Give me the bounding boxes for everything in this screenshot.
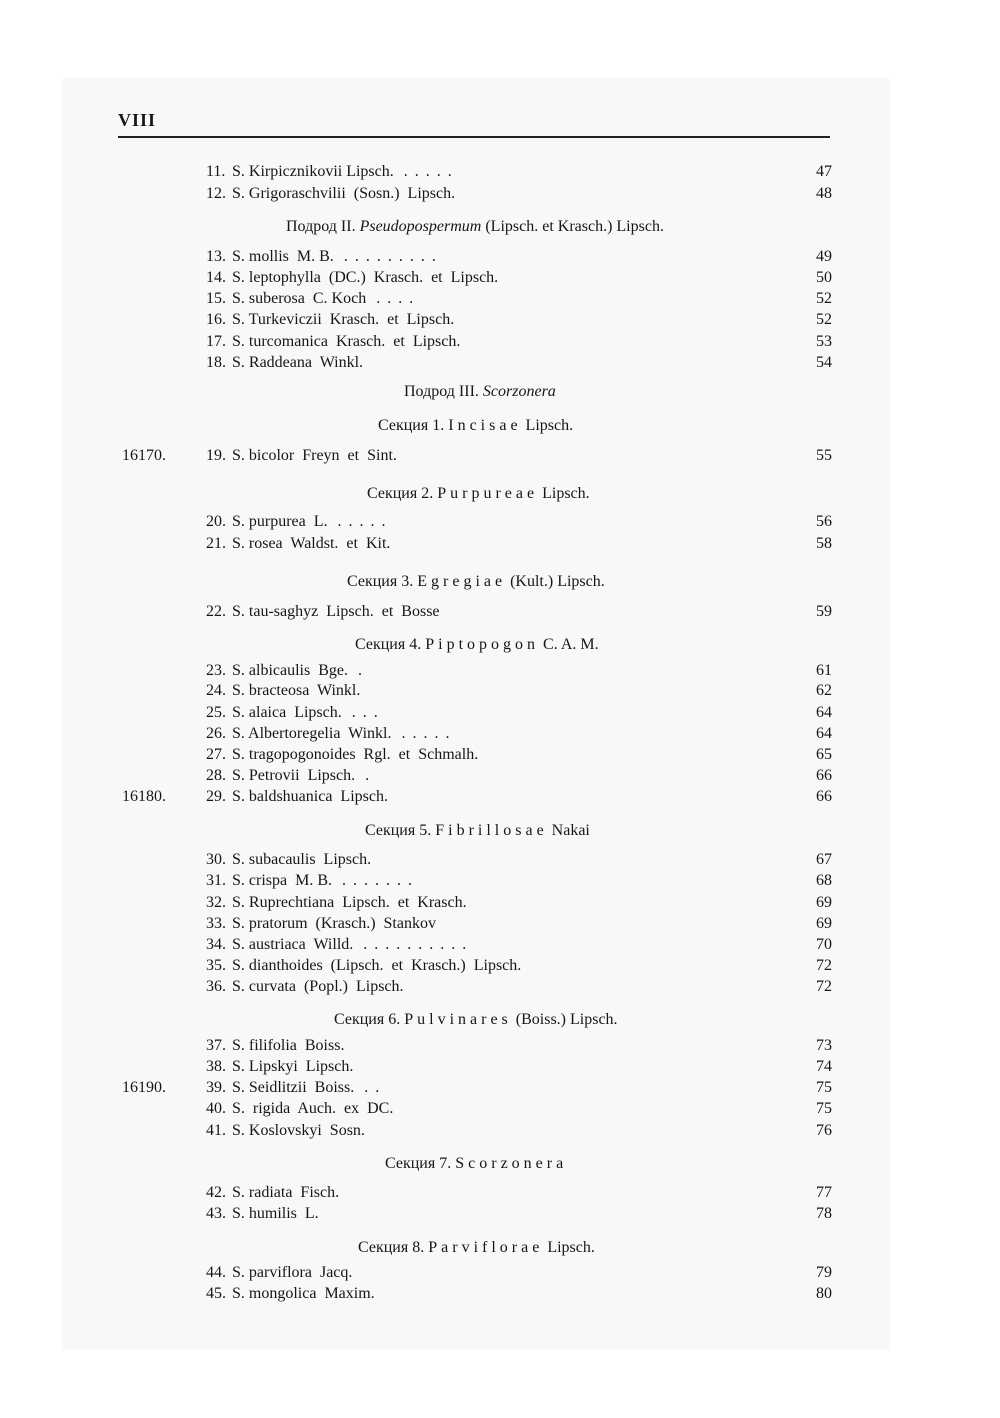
page-reference: 62 (816, 682, 832, 699)
leader-dots: ......... (343, 248, 443, 265)
page-reference: 53 (816, 333, 832, 350)
species-name: S. pratorum (Krasch.) Stankov (232, 915, 436, 932)
entry-number: 15. (206, 290, 226, 307)
entry-number: 28. (206, 767, 226, 784)
page-reference: 80 (816, 1285, 832, 1302)
heading-line (334, 1008, 618, 1032)
leader-dots: ..... (401, 725, 457, 742)
reference-number: 16180. (122, 788, 166, 805)
heading-authority: Nakai (547, 822, 590, 839)
page-reference: 49 (816, 248, 832, 265)
species-name: S. tragopogonoides Rgl. et Schmalh. (232, 746, 479, 763)
species-name: S. Raddeana Winkl. (232, 354, 364, 371)
species-name: S. turcomanica Krasch. et Lipsch. (232, 333, 461, 350)
leader-dots: ....... (342, 872, 419, 889)
page-reference: 47 (816, 163, 832, 180)
species-name: S. curvata (Popl.) Lipsch. (232, 978, 404, 995)
page-reference: 72 (816, 978, 832, 995)
species-name: S. leptophylla (DC.) Krasch. et Lipsch. (232, 269, 499, 286)
entry-number: 45. (206, 1285, 226, 1302)
taxon-name: Incisae (448, 417, 522, 434)
entry-number: 40. (206, 1100, 226, 1117)
species-name: S. Albertoregelia Winkl. (232, 725, 392, 742)
section-heading (0, 819, 1000, 843)
species-name: S. purpurea L. (232, 513, 328, 530)
heading-line (367, 482, 590, 506)
heading-prefix: Подрод II. (286, 218, 360, 235)
leader-dots: .. (364, 1079, 387, 1096)
entry-number: 11. (206, 163, 226, 180)
heading-prefix: Секция 6. (334, 1011, 405, 1028)
entry-number: 12. (206, 185, 226, 202)
entry-number: 35. (206, 957, 226, 974)
toc-entry (0, 892, 1000, 914)
page-reference: 48 (816, 185, 832, 202)
toc-entry (0, 288, 1000, 310)
toc-entry (0, 445, 1000, 467)
entry-number: 33. (206, 915, 226, 932)
entry-number: 38. (206, 1058, 226, 1075)
species-name: S. subacaulis Lipsch. (232, 851, 372, 868)
toc-entry (0, 161, 1000, 183)
page-reference: 64 (816, 725, 832, 742)
toc-entry (0, 913, 1000, 935)
page-number: VIII (118, 110, 157, 130)
page-reference: 52 (816, 311, 832, 328)
section-heading (0, 1152, 1000, 1176)
entry-number: 25. (206, 704, 226, 721)
toc-entry (0, 786, 1000, 808)
toc-entry (0, 601, 1000, 623)
page-reference: 58 (816, 535, 832, 552)
entry-number: 31. (206, 872, 226, 889)
section-heading (0, 380, 1000, 404)
entry-number: 16. (206, 311, 226, 328)
entry-number: 21. (206, 535, 226, 552)
species-name: S. suberosa C. Koch (232, 290, 367, 307)
page-reference: 66 (816, 788, 832, 805)
entry-number: 22. (206, 603, 226, 620)
section-heading (0, 633, 1000, 657)
entry-number: 30. (206, 851, 226, 868)
heading-prefix: Подрод III. (404, 383, 483, 400)
section-heading (0, 570, 1000, 594)
page-reference: 69 (816, 915, 832, 932)
toc-entry (0, 267, 1000, 289)
toc-entry (0, 1077, 1000, 1099)
entry-number: 34. (206, 936, 226, 953)
heading-prefix: Секция 2. (367, 485, 438, 502)
toc-entry (0, 511, 1000, 533)
species-name: S. Kirpicznikovii Lipsch. (232, 163, 394, 180)
entry-number: 17. (206, 333, 226, 350)
taxon-name: Piptopogon (425, 636, 540, 653)
heading-authority: Lipsch. (538, 485, 590, 502)
heading-line (385, 1152, 567, 1176)
species-name: S. austriaca Willd. (232, 936, 354, 953)
entry-number: 26. (206, 725, 226, 742)
toc-entry (0, 870, 1000, 892)
entry-number: 39. (206, 1079, 226, 1096)
species-name: S. Seidlitzii Boiss. (232, 1079, 355, 1096)
species-name: S. baldshuanica Lipsch. (232, 788, 388, 805)
toc-entry (0, 680, 1000, 702)
species-name: S. radiata Fisch. (232, 1184, 340, 1201)
entry-number: 13. (206, 248, 226, 265)
heading-line (355, 633, 599, 657)
page-reference: 72 (816, 957, 832, 974)
leader-dots: . (357, 662, 369, 679)
heading-line (347, 570, 605, 594)
section-heading (0, 215, 1000, 239)
toc-entry (0, 765, 1000, 787)
entry-number: 23. (206, 662, 226, 679)
species-name: S. Turkeviczii Krasch. et Lipsch. (232, 311, 455, 328)
species-name: S. dianthoides (Lipsch. et Krasch.) Lipsch. (232, 957, 522, 974)
toc-entry (0, 660, 1000, 682)
entry-number: 43. (206, 1205, 226, 1222)
heading-line (378, 414, 573, 438)
page-reference: 50 (816, 269, 832, 286)
heading-line (365, 819, 590, 843)
entry-number: 14. (206, 269, 226, 286)
toc-entry (0, 702, 1000, 724)
species-name: S. albicaulis Bge. (232, 662, 348, 679)
toc-entry (0, 1283, 1000, 1305)
taxon-name: Parviflorae (428, 1239, 544, 1256)
reference-number: 16170. (122, 447, 166, 464)
page-reference: 74 (816, 1058, 832, 1075)
entry-number: 41. (206, 1122, 226, 1139)
taxon-name: Fibrillosae (435, 822, 548, 839)
toc-entry (0, 976, 1000, 998)
toc-entry (0, 309, 1000, 331)
taxon-name: Scorzonera (482, 383, 556, 400)
heading-authority: Lipsch. (543, 1239, 595, 1256)
species-name: S. bracteosa Winkl. (232, 682, 361, 699)
toc-entry (0, 331, 1000, 353)
heading-authority: (Boiss.) Lipsch. (511, 1011, 618, 1028)
species-name: S. mollis M. B. (232, 248, 334, 265)
species-name: S. Lipskyi Lipsch. (232, 1058, 354, 1075)
toc-entry (0, 934, 1000, 956)
toc-entry (0, 352, 1000, 374)
entry-number: 42. (206, 1184, 226, 1201)
heading-prefix: Секция 4. (355, 636, 426, 653)
species-name: S. Petrovii Lipsch. (232, 767, 356, 784)
section-heading (0, 482, 1000, 506)
page-reference: 55 (816, 447, 832, 464)
species-name: S. alaica Lipsch. (232, 704, 342, 721)
toc-entry (0, 1182, 1000, 1204)
toc-entry (0, 1035, 1000, 1057)
toc-entry (0, 955, 1000, 977)
page-reference: 78 (816, 1205, 832, 1222)
entry-number: 20. (206, 513, 226, 530)
page-reference: 66 (816, 767, 832, 784)
species-name: S. Ruprechtiana Lipsch. et Krasch. (232, 894, 467, 911)
section-heading (0, 414, 1000, 438)
section-heading (0, 1008, 1000, 1032)
taxon-name: Pseudopospermum (359, 218, 482, 235)
entry-number: 36. (206, 978, 226, 995)
section-heading (0, 1236, 1000, 1260)
toc-entry (0, 1120, 1000, 1142)
species-name: S. rosea Waldst. et Kit. (232, 535, 391, 552)
species-name: S. humilis L. (232, 1205, 319, 1222)
species-name: S. Koslovskyi Sosn. (232, 1122, 365, 1139)
toc-entry (0, 1098, 1000, 1120)
entry-number: 27. (206, 746, 226, 763)
page-reference: 61 (816, 662, 832, 679)
species-name: S. crispa M. B. (232, 872, 332, 889)
page-reference: 73 (816, 1037, 832, 1054)
leader-dots: .......... (363, 936, 474, 953)
leader-dots: .... (376, 290, 421, 307)
heading-authority: (Kult.) Lipsch. (506, 573, 605, 590)
page-reference: 77 (816, 1184, 832, 1201)
entry-number: 32. (206, 894, 226, 911)
page-reference: 70 (816, 936, 832, 953)
taxon-name: Scorzonera (455, 1155, 568, 1172)
heading-authority: C. A. M. (539, 636, 599, 653)
page-reference: 54 (816, 354, 832, 371)
leader-dots: . (365, 767, 377, 784)
leader-dots: ... (351, 704, 385, 721)
page-reference: 59 (816, 603, 832, 620)
taxon-name: Pulvinares (404, 1011, 512, 1028)
entry-number: 24. (206, 682, 226, 699)
taxon-name: Egregiae (417, 573, 507, 590)
taxon-name: Purpureae (437, 485, 539, 502)
species-name: S. bicolor Freyn et Sint. (232, 447, 397, 464)
reference-number: 16190. (122, 1079, 166, 1096)
heading-prefix: Секция 8. (358, 1239, 429, 1256)
entry-number: 44. (206, 1264, 226, 1281)
heading-line (286, 215, 664, 239)
heading-prefix: Секция 7. (385, 1155, 456, 1172)
species-name: S. rigida Auch. ex DC. (232, 1100, 394, 1117)
toc-entry (0, 183, 1000, 205)
toc-entry (0, 1262, 1000, 1284)
header-rule (118, 136, 830, 138)
page-reference: 76 (816, 1122, 832, 1139)
page-reference: 75 (816, 1100, 832, 1117)
page-reference: 75 (816, 1079, 832, 1096)
entry-number: 18. (206, 354, 226, 371)
toc-entry (0, 723, 1000, 745)
heading-prefix: Секция 5. (365, 822, 436, 839)
entry-number: 19. (206, 447, 226, 464)
heading-prefix: Секция 1. (378, 417, 449, 434)
species-name: S. tau-saghyz Lipsch. et Bosse (232, 603, 440, 620)
entry-number: 37. (206, 1037, 226, 1054)
page-reference: 79 (816, 1264, 832, 1281)
heading-line (404, 380, 556, 404)
heading-prefix: Секция 3. (347, 573, 418, 590)
species-name: S. parviflora Jacq. (232, 1264, 353, 1281)
toc-entry (0, 1203, 1000, 1225)
page-reference: 64 (816, 704, 832, 721)
leader-dots: ..... (403, 163, 459, 180)
toc-entry (0, 246, 1000, 268)
page-reference: 68 (816, 872, 832, 889)
entry-number: 29. (206, 788, 226, 805)
species-name: S. filifolia Boiss. (232, 1037, 345, 1054)
page-reference: 69 (816, 894, 832, 911)
page-reference: 56 (816, 513, 832, 530)
heading-authority: (Lipsch. et Krasch.) Lipsch. (481, 218, 664, 235)
toc-entry (0, 1056, 1000, 1078)
leader-dots: ..... (337, 513, 393, 530)
heading-authority: Lipsch. (521, 417, 574, 434)
toc-entry (0, 849, 1000, 871)
species-name: S. mongolica Maxim. (232, 1285, 375, 1302)
toc-entry (0, 533, 1000, 555)
page-reference: 52 (816, 290, 832, 307)
page-reference: 67 (816, 851, 832, 868)
species-name: S. Grigoraschvilii (Sosn.) Lipsch. (232, 185, 456, 202)
toc-entry (0, 744, 1000, 766)
page-reference: 65 (816, 746, 832, 763)
heading-line (358, 1236, 595, 1260)
